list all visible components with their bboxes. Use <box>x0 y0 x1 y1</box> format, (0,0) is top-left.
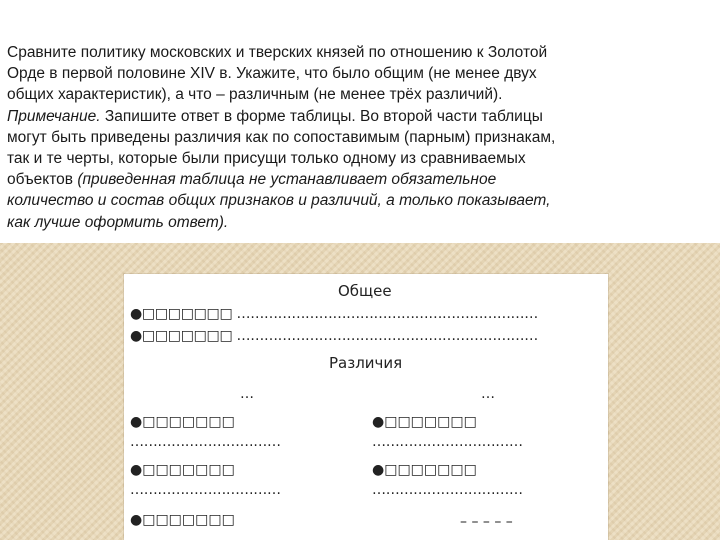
right-item-dashes: – – – – – <box>460 514 513 530</box>
left-item-marker: ●□□□□□□□ <box>130 462 235 478</box>
question-line: Орде в первой половине XIV в. Укажите, что было общим (не менее двух <box>7 65 537 83</box>
common-row: ●□□□□□□□ ………………………………………………………… <box>130 306 538 322</box>
common-heading: Общее <box>338 282 392 300</box>
right-column-header: … <box>481 386 495 402</box>
answer-template-sheet <box>124 274 608 540</box>
question-line: количество и состав общих признаков и различий, а только показывает, <box>7 192 551 210</box>
question-line: могут быть приведены различия как по сопоставимым (парным) признакам, <box>7 128 556 146</box>
right-item-dots: …………………………… <box>372 482 523 498</box>
left-item-marker: ●□□□□□□□ <box>130 512 235 528</box>
differences-heading: Различия <box>329 354 403 372</box>
left-column-header: … <box>240 386 254 402</box>
question-line: как лучше оформить ответ). <box>7 213 229 231</box>
left-item-dots: …………………………… <box>130 434 281 450</box>
question-italic-fragment: (приведенная таблица не устанавливает обязательное <box>77 171 497 189</box>
question-line: так и те черты, которые были присущи только одному из сравниваемых <box>7 150 526 168</box>
top-white-strip <box>0 0 720 40</box>
question-line <box>7 106 710 127</box>
left-item-marker: ●□□□□□□□ <box>130 414 235 430</box>
question-line: Сравните политику московских и тверских князей по отношению к Золотой <box>7 44 548 61</box>
note-label: Примечание. <box>7 107 101 125</box>
question-line <box>7 169 710 190</box>
left-item-dots: …………………………… <box>130 482 281 498</box>
question-text-fragment: объектов <box>7 171 78 189</box>
right-item-dots: …………………………… <box>372 434 523 450</box>
right-item-marker: ●□□□□□□□ <box>372 414 477 430</box>
question-text-fragment: Запишите ответ в форме таблицы. Во второй части таблицы <box>100 107 543 125</box>
question-text <box>0 40 720 243</box>
right-item-marker: ●□□□□□□□ <box>372 462 477 478</box>
common-row: ●□□□□□□□ ………………………………………………………… <box>130 328 538 344</box>
question-line: общих характеристик), а что – различным (не менее трёх различий). <box>7 86 503 104</box>
